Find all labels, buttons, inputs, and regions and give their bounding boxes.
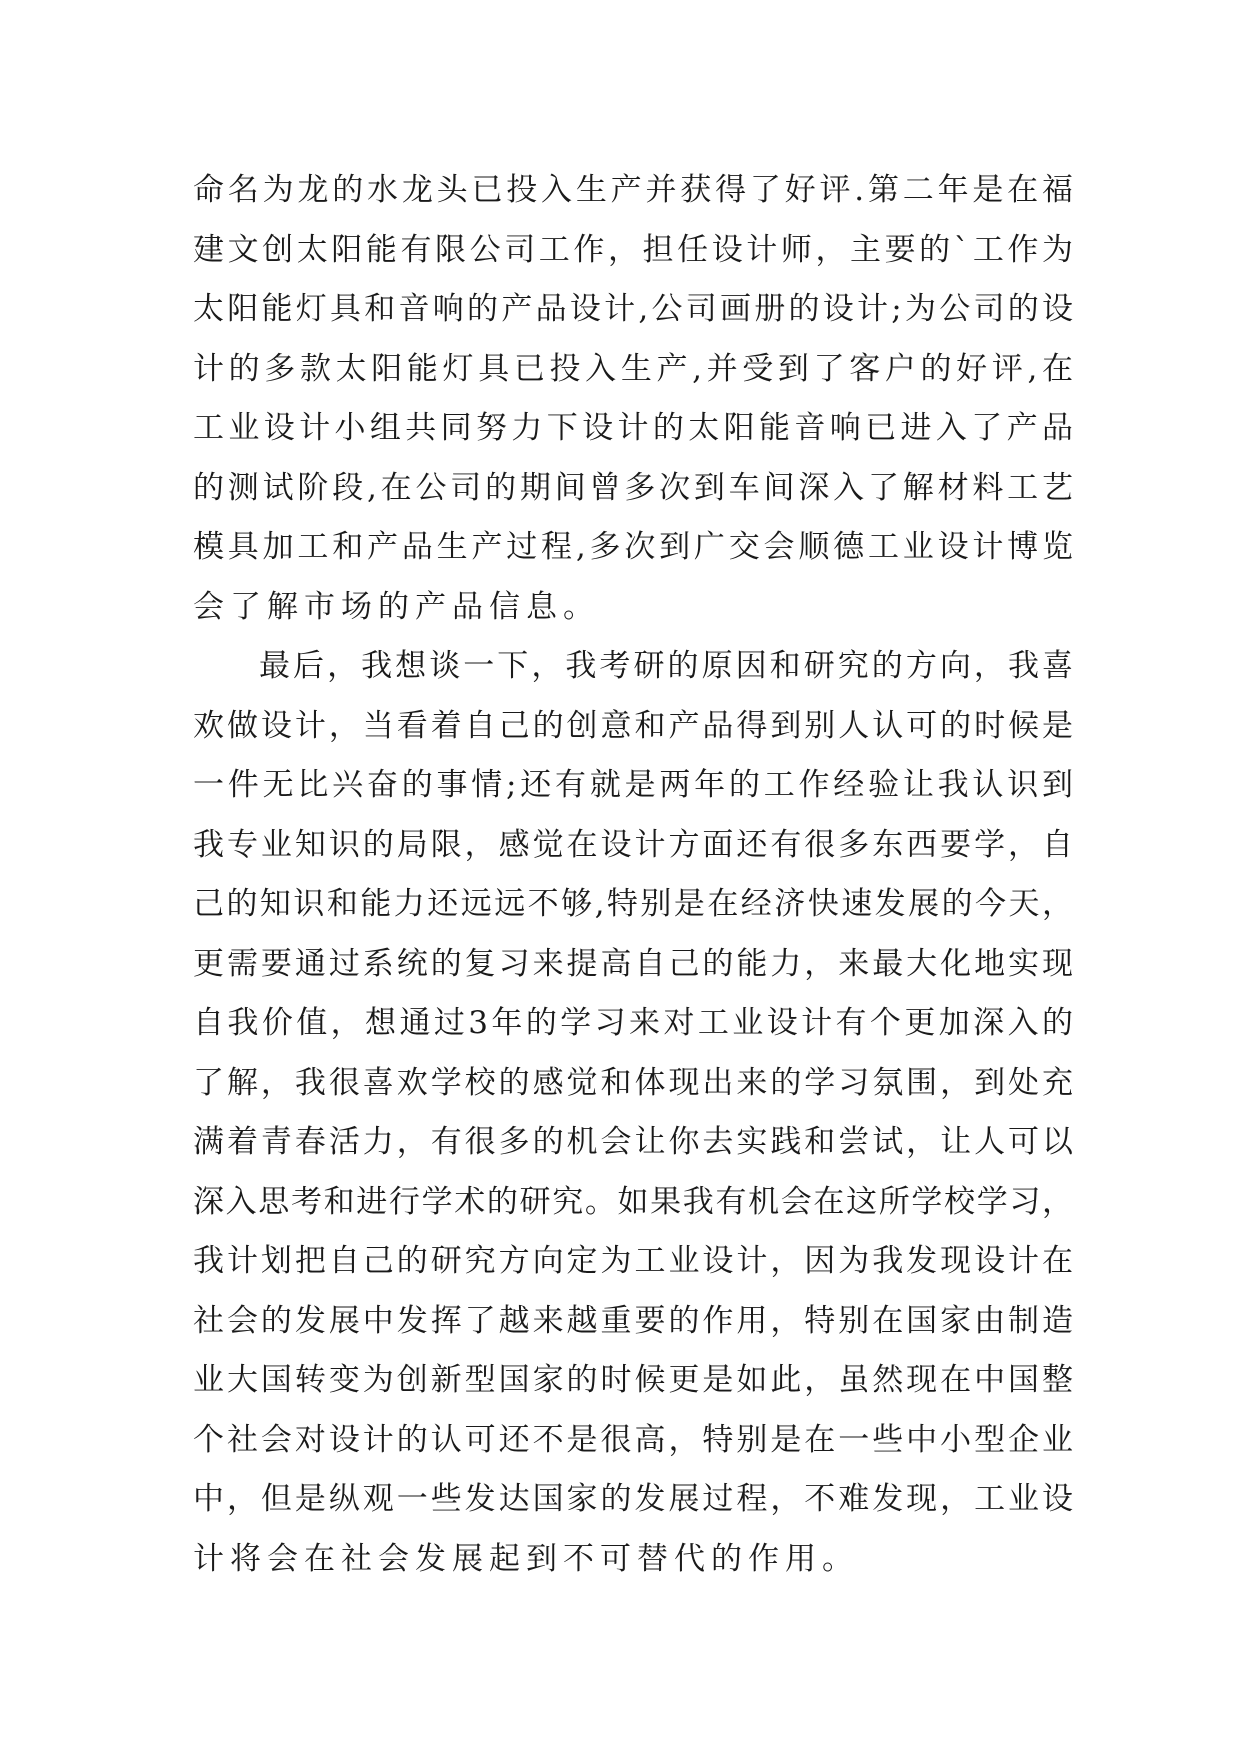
body-text — [193, 161, 1073, 1589]
paragraph-2 — [193, 637, 1073, 1589]
text-line: 满着青春活力，有很多的机会让你去实践和尝试，让人可以 — [193, 1124, 1073, 1160]
text-line: 中，但是纵观一些发达国家的发展过程，不难发现，工业设 — [193, 1481, 1073, 1517]
text-line: 会了解市场的产品信息。 — [193, 588, 600, 625]
text-line: 个社会对设计的认可还不是很高，特别是在一些中小型企业 — [193, 1421, 1073, 1458]
text-line: 最后，我想谈一下，我考研的原因和研究的方向，我喜 — [259, 648, 1073, 684]
text-line: 我计划把自己的研究方向定为工业设计，因为我发现设计在 — [193, 1243, 1073, 1279]
text-line: 我专业知识的局限，感觉在设计方面还有很多东西要学，自 — [193, 826, 1073, 863]
text-line: 命名为龙的水龙头已投入生产并获得了好评.第二年是在福 — [193, 172, 1073, 208]
text-line: 业大国转变为创新型国家的时候更是如此，虽然现在中国整 — [193, 1362, 1073, 1398]
text-line: 工业设计小组共同努力下设计的太阳能音响已进入了产品 — [193, 410, 1073, 446]
text-line: 计的多款太阳能灯具已投入生产,并受到了客户的好评,在 — [193, 350, 1073, 387]
text-line: 社会的发展中发挥了越来越重要的作用，特别在国家由制造 — [193, 1302, 1073, 1339]
text-line: 计将会在社会发展起到不可替代的作用。 — [193, 1540, 859, 1577]
paragraph-1 — [193, 161, 1073, 637]
text-line: 建文创太阳能有限公司工作，担任设计师，主要的`工作为 — [193, 231, 1073, 268]
text-line: 己的知识和能力还远远不够,特别是在经济快速发展的今天， — [193, 886, 1073, 922]
text-line: 了解，我很喜欢学校的感觉和体现出来的学习氛围，到处充 — [193, 1064, 1073, 1101]
text-line: 一件无比兴奋的事情;还有就是两年的工作经验让我认识到 — [193, 767, 1073, 803]
text-line: 模具加工和产品生产过程,多次到广交会顺德工业设计博览 — [193, 529, 1073, 565]
text-line: 欢做设计，当看着自己的创意和产品得到别人认可的时候是 — [193, 707, 1073, 744]
text-line: 更需要通过系统的复习来提高自己的能力，来最大化地实现 — [193, 945, 1073, 982]
text-line: 自我价值，想通过3年的学习来对工业设计有个更加深入的 — [193, 1005, 1073, 1041]
text-line: 的测试阶段,在公司的期间曾多次到车间深入了解材料工艺 — [193, 469, 1073, 506]
text-line: 深入思考和进行学术的研究。如果我有机会在这所学校学习， — [193, 1183, 1073, 1220]
text-line: 太阳能灯具和音响的产品设计,公司画册的设计;为公司的设 — [193, 291, 1073, 327]
